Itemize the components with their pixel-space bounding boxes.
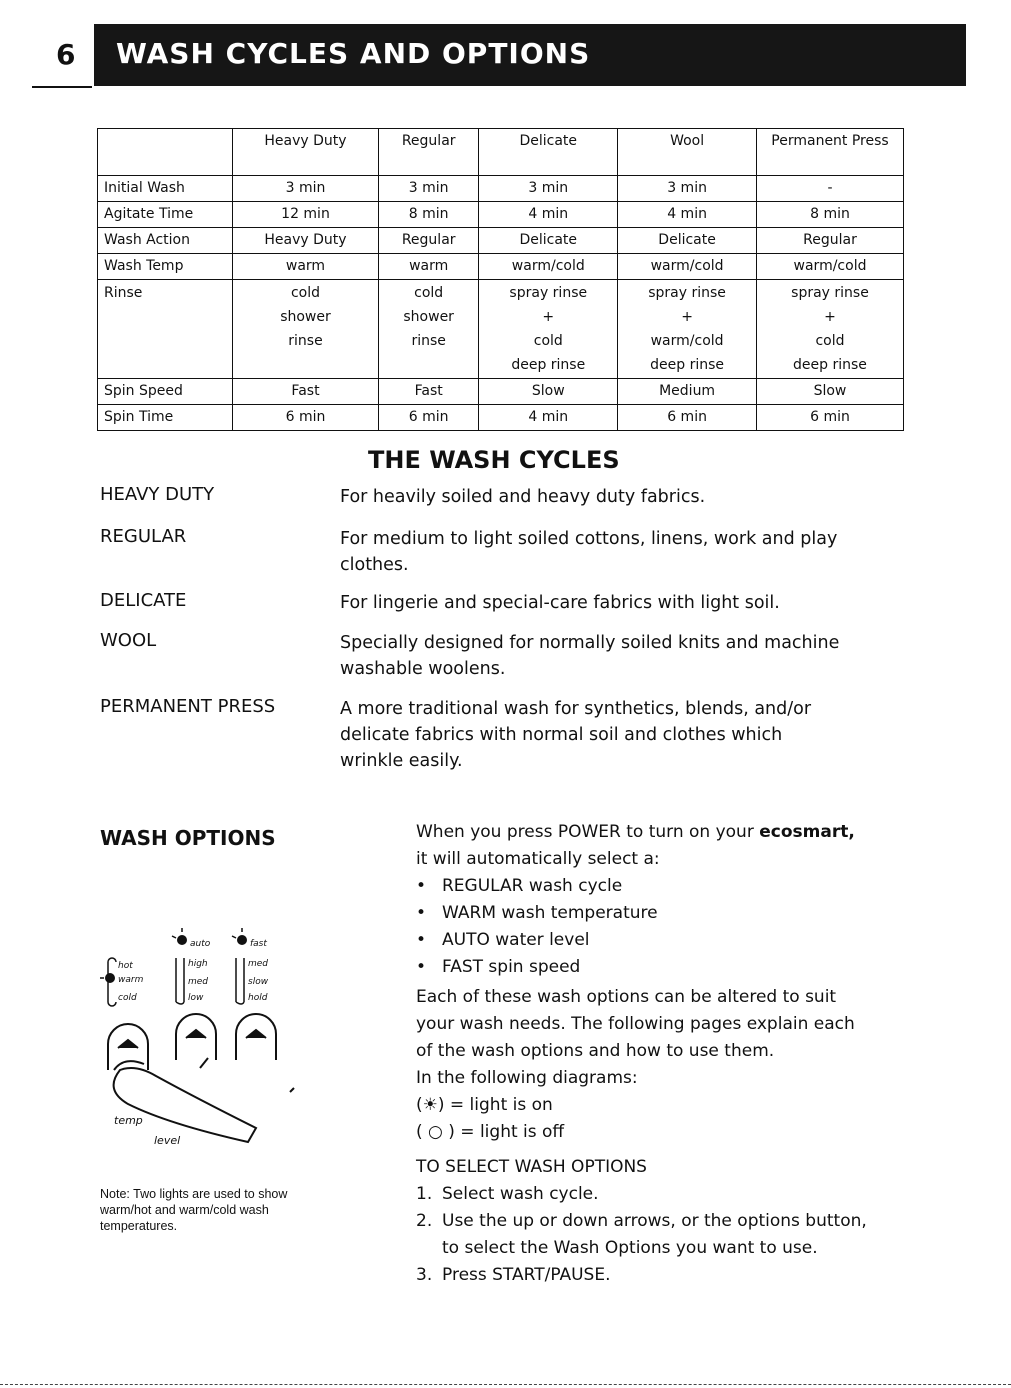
cell-line: shower bbox=[403, 309, 454, 325]
options-paragraph-line: Each of these wash options can be altered to suit bbox=[416, 987, 837, 1007]
row-label: Agitate Time bbox=[98, 202, 233, 228]
cell-line: + bbox=[681, 309, 693, 325]
table-cell: 6 min bbox=[757, 405, 904, 431]
table-cell: warm bbox=[378, 254, 478, 280]
step-text: to select the Wash Options you want to use. bbox=[442, 1238, 818, 1258]
wash-temp-note: Note: Two lights are used to show warm/hot and warm/cold wash temperatures. bbox=[100, 1187, 288, 1233]
table-row bbox=[98, 254, 904, 280]
table-cell: 12 min bbox=[233, 202, 379, 228]
table-cell: 3 min bbox=[233, 176, 379, 202]
level-label-med: med bbox=[188, 977, 209, 987]
step-text: Use the up or down arrows, or the options button, bbox=[442, 1211, 867, 1231]
cycle-name: WOOL bbox=[100, 630, 157, 651]
cycle-description-line: washable woolens. bbox=[340, 659, 506, 679]
cycle-description-line: For medium to light soiled cottons, linens, work and play bbox=[340, 529, 838, 549]
legend-light-on: (☀) = light is on bbox=[416, 1095, 553, 1115]
cycle-description-line: A more traditional wash for synthetics, blends, and/or bbox=[340, 699, 812, 719]
cycle-description-line: For heavily soiled and heavy duty fabrics. bbox=[340, 487, 706, 507]
table-cell: Heavy Duty bbox=[233, 228, 379, 254]
column-header: Regular bbox=[378, 129, 478, 176]
bullet-icon: • bbox=[416, 903, 427, 923]
table-cell: 3 min bbox=[378, 176, 478, 202]
cycle-name: DELICATE bbox=[100, 590, 187, 611]
cycle-description-line: wrinkle easily. bbox=[340, 751, 463, 771]
cell-line: rinse bbox=[411, 333, 446, 349]
step-text: Press START/PAUSE. bbox=[442, 1265, 611, 1285]
table-row bbox=[98, 405, 904, 431]
temp-label-hot: hot bbox=[118, 961, 133, 971]
spin-label-fast: fast bbox=[250, 939, 267, 949]
level-indicator-column bbox=[176, 958, 184, 1004]
options-paragraph-line: In the following diagrams: bbox=[416, 1068, 638, 1088]
cycle-description-line: For lingerie and special-care fabrics with light soil. bbox=[340, 593, 780, 613]
step-number: 1. bbox=[416, 1184, 433, 1204]
default-option: WARM wash temperature bbox=[442, 903, 658, 923]
intro-line-1: When you press POWER to turn on your ecosmart, bbox=[416, 822, 855, 842]
cell-line: spray rinse bbox=[791, 285, 869, 301]
wash-cycles-title: THE WASH CYCLES bbox=[368, 446, 620, 474]
table-cell: Slow bbox=[479, 379, 618, 405]
table-cell: Fast bbox=[233, 379, 379, 405]
cell-line: spray rinse bbox=[509, 285, 588, 301]
table-row bbox=[98, 176, 904, 202]
level-label-high: high bbox=[188, 959, 208, 969]
table-row bbox=[98, 379, 904, 405]
cell-line: cold bbox=[290, 285, 321, 301]
header-rule bbox=[32, 86, 92, 88]
cell-line: warm/cold bbox=[650, 333, 724, 349]
header-bar bbox=[94, 24, 966, 86]
cell-line: shower bbox=[280, 309, 331, 325]
level-label-auto: auto bbox=[190, 939, 211, 949]
table-cell: 8 min bbox=[378, 202, 478, 228]
table-row bbox=[98, 202, 904, 228]
brand-name: ecosmart, bbox=[759, 822, 855, 842]
cell-line: spray rinse bbox=[648, 285, 726, 301]
page-bottom-rule bbox=[0, 1384, 1011, 1385]
table-cell: warm/cold bbox=[618, 254, 757, 280]
table-cell: Regular bbox=[378, 228, 478, 254]
step-number: 3. bbox=[416, 1265, 433, 1285]
cycle-description-line: Specially designed for normally soiled knits and machine bbox=[340, 633, 840, 653]
bullet-icon: • bbox=[416, 957, 427, 977]
table-cell: warm/cold bbox=[757, 254, 904, 280]
table-cell: Slow bbox=[757, 379, 904, 405]
spin-label-hold: hold bbox=[248, 993, 268, 1003]
cell-line: + bbox=[824, 309, 836, 325]
spin-indicator-column bbox=[236, 958, 244, 1004]
table-cell: Fast bbox=[378, 379, 478, 405]
level-label-low: low bbox=[188, 993, 204, 1003]
table-row bbox=[98, 228, 904, 254]
table-cell: 3 min bbox=[479, 176, 618, 202]
cell-line: rinse bbox=[288, 333, 323, 349]
cycle-description-line: delicate fabrics with normal soil and clothes which bbox=[340, 725, 783, 745]
table-cell: 4 min bbox=[618, 202, 757, 228]
cycle-spec-table bbox=[97, 128, 904, 431]
cycle-name: PERMANENT PRESS bbox=[100, 696, 276, 717]
temp-label-warm: warm bbox=[118, 975, 144, 985]
default-option: REGULAR wash cycle bbox=[442, 876, 623, 896]
table-header-row bbox=[98, 129, 904, 176]
table-corner-cell bbox=[98, 129, 233, 176]
spin-label-med: med bbox=[248, 959, 269, 969]
bullet-icon: • bbox=[416, 876, 427, 896]
table-cell: 6 min bbox=[233, 405, 379, 431]
step-text: Select wash cycle. bbox=[442, 1184, 599, 1204]
table-cell: 4 min bbox=[479, 202, 618, 228]
table-cell: warm/cold bbox=[479, 254, 618, 280]
page-header bbox=[32, 22, 966, 88]
level-button[interactable] bbox=[176, 1014, 216, 1060]
default-option: FAST spin speed bbox=[442, 957, 581, 977]
cell-line: cold bbox=[533, 333, 563, 349]
legend-light-off: ( ○ ) = light is off bbox=[416, 1122, 565, 1142]
spin-button[interactable] bbox=[236, 1014, 276, 1060]
cycle-name: HEAVY DUTY bbox=[100, 484, 215, 505]
cycle-description-line: clothes. bbox=[340, 555, 409, 575]
pressing-finger-illustration bbox=[114, 1058, 294, 1142]
table-cell bbox=[378, 280, 478, 379]
default-option: AUTO water level bbox=[442, 930, 590, 950]
page-number: 6 bbox=[56, 38, 76, 71]
cell-line: deep rinse bbox=[511, 357, 586, 373]
page-title: WASH CYCLES AND OPTIONS bbox=[116, 37, 591, 70]
table-row bbox=[98, 280, 904, 379]
table-cell: 3 min bbox=[618, 176, 757, 202]
row-label: Wash Action bbox=[98, 228, 233, 254]
step-number: 2. bbox=[416, 1211, 433, 1231]
temp-button-label: temp bbox=[114, 1114, 143, 1127]
table-cell: warm bbox=[233, 254, 379, 280]
bullet-icon: • bbox=[416, 930, 427, 950]
row-label: Initial Wash bbox=[98, 176, 233, 202]
row-label: Rinse bbox=[98, 280, 233, 379]
table-cell: Medium bbox=[618, 379, 757, 405]
column-header: Heavy Duty bbox=[233, 129, 379, 176]
table-cell: Regular bbox=[757, 228, 904, 254]
cell-line: deep rinse bbox=[650, 357, 725, 373]
table-cell: 4 min bbox=[479, 405, 618, 431]
intro-line-2: it will automatically select a: bbox=[416, 849, 660, 869]
cell-line: + bbox=[542, 309, 555, 325]
column-header: Delicate bbox=[479, 129, 618, 176]
table-cell bbox=[479, 280, 618, 379]
level-button-label: level bbox=[154, 1134, 181, 1147]
table-cell bbox=[233, 280, 379, 379]
select-options-title: TO SELECT WASH OPTIONS bbox=[416, 1157, 647, 1177]
table-cell: 8 min bbox=[757, 202, 904, 228]
row-label: Wash Temp bbox=[98, 254, 233, 280]
cell-line: deep rinse bbox=[793, 357, 867, 373]
cell-line: cold bbox=[414, 285, 444, 301]
table-cell bbox=[757, 280, 904, 379]
cycle-name: REGULAR bbox=[100, 526, 187, 547]
row-label: Spin Time bbox=[98, 405, 233, 431]
table-cell: Delicate bbox=[479, 228, 618, 254]
control-panel-diagram bbox=[100, 920, 320, 1160]
table-cell: - bbox=[757, 176, 904, 202]
column-header: Permanent Press bbox=[757, 129, 904, 176]
options-paragraph-line: your wash needs. The following pages explain each bbox=[416, 1014, 855, 1034]
wash-options-title: WASH OPTIONS bbox=[100, 826, 276, 850]
row-label: Spin Speed bbox=[98, 379, 233, 405]
spin-label-slow: slow bbox=[248, 977, 269, 987]
table-cell: Delicate bbox=[618, 228, 757, 254]
temp-label-cold: cold bbox=[118, 993, 137, 1003]
options-paragraph-line: of the wash options and how to use them. bbox=[416, 1041, 775, 1061]
column-header: Wool bbox=[618, 129, 757, 176]
cell-line: cold bbox=[815, 333, 845, 349]
table-cell bbox=[618, 280, 757, 379]
table-cell: 6 min bbox=[618, 405, 757, 431]
table-cell: 6 min bbox=[378, 405, 478, 431]
